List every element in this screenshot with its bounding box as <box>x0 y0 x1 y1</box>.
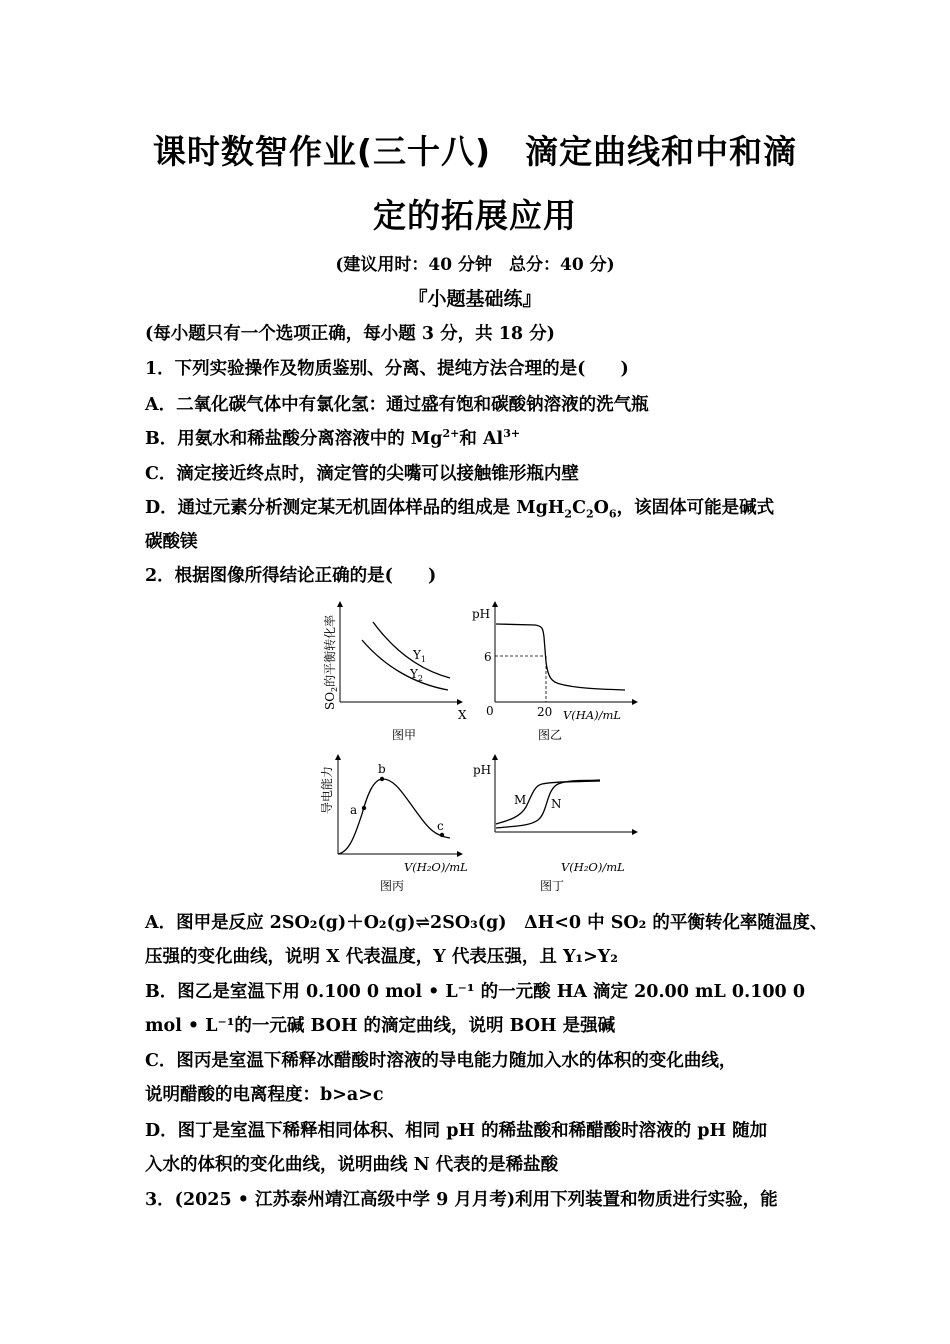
q3-stem: 3．(2025 • 江苏泰州靖江高级中学 9 月月考)利用下列装置和物质进行实验，能 <box>145 1190 778 1210</box>
q1-d-sub2: 2 <box>586 507 594 521</box>
q2-option-b-line2: mol • L⁻¹的一元碱 BOH 的滴定曲线，说明 BOH 是强碱 <box>145 1016 616 1036</box>
tick-20: 20 <box>537 705 553 719</box>
ylabel-ph-ding: pH <box>473 763 492 777</box>
page-title-line1: 课时数智作业(三十八) 滴定曲线和中和滴 <box>152 132 798 171</box>
tick-0: 0 <box>486 704 494 718</box>
instruction: (每小题只有一个选项正确，每小题 3 分，共 18 分) <box>145 324 555 344</box>
ylabel-so2: $SO_2$的平衡转化率 <box>323 614 339 710</box>
tick-6: 6 <box>484 650 492 664</box>
ylabel-conductivity: 导电能力 <box>320 765 334 814</box>
q2-stem: 2．根据图像所得结论正确的是( ) <box>145 566 437 586</box>
q2-figures <box>310 592 650 897</box>
figure-ding <box>473 757 635 893</box>
caption-jia: 图甲 <box>392 728 417 742</box>
label-n: N <box>551 797 562 811</box>
label-y2: $Y_2$ <box>410 667 424 683</box>
q1-option-b <box>145 425 520 450</box>
q2-option-a-line1: A．图甲是反应 2SO₂(g)＋O₂(g)⇌2SO₃(g) ΔH<0 中 SO₂ 的平衡转化率随温度、 <box>145 913 828 933</box>
xlabel-vh2o-bing: V(H₂O)/mL <box>404 860 468 874</box>
page-title-line2: 定的拓展应用 <box>373 196 577 235</box>
q1-b-text2: 和 Al <box>459 429 504 449</box>
xlabel-x: X <box>458 708 467 722</box>
xlabel-vh2o-ding: V(H₂O)/mL <box>561 860 625 874</box>
titration-curve <box>496 624 625 690</box>
q1-d-text: D．通过元素分析测定某无机固体样品的组成是 MgH <box>145 498 565 518</box>
caption-yi: 图乙 <box>538 728 563 742</box>
curve-n <box>496 780 600 828</box>
q2-option-b-line1: B．图乙是室温下用 0.100 0 mol • L⁻¹ 的一元酸 HA 滴定 20.00 mL 0.100 0 <box>145 982 805 1002</box>
caption-ding: 图丁 <box>540 879 565 893</box>
q1-d-sub1: 2 <box>564 507 573 521</box>
q1-d-text2: ，该固体可能是碱式 <box>616 498 775 518</box>
time-and-score: (建议用时：40 分钟 总分：40 分) <box>335 255 615 275</box>
q2-option-d-line2: 入水的体积的变化曲线，说明曲线 N 代表的是稀盐酸 <box>145 1155 559 1175</box>
figure-jia <box>322 604 467 742</box>
q1-d-o: O <box>593 498 609 518</box>
q1-d-sub3: 6 <box>608 507 617 521</box>
q1-d-c: C <box>572 498 587 518</box>
q1-stem: 1．下列实验操作及物质鉴别、分离、提纯方法合理的是( ) <box>145 359 629 379</box>
caption-bing: 图丙 <box>380 879 405 893</box>
q2-option-a-line2: 压强的变化曲线，说明 X 代表温度，Y 代表压强，且 Y₁>Y₂ <box>145 947 618 967</box>
point-b: b <box>378 762 386 776</box>
xlabel-vha: V(HA)/mL <box>563 708 622 722</box>
q2-option-d-line1: D．图丁是室温下稀释相同体积、相同 pH 的稀盐酸和稀醋酸时溶液的 pH 随加 <box>145 1121 768 1141</box>
curve-m <box>496 781 600 824</box>
q2-option-c-line2: 说明醋酸的电离程度：b>a>c <box>145 1085 384 1105</box>
q1-b-charge2: 3+ <box>503 427 521 441</box>
q1-option-d <box>145 494 774 521</box>
q1-option-d-line2: 碳酸镁 <box>145 532 198 552</box>
q1-option-c: C．滴定接近终点时，滴定管的尖嘴可以接触锥形瓶内壁 <box>145 464 579 484</box>
label-y1: $Y_1$ <box>413 648 427 664</box>
figure-yi <box>472 604 635 742</box>
q1-b-text: B．用氨水和稀盐酸分离溶液中的 Mg <box>145 429 443 449</box>
q1-option-a: A．二氧化碳气体中有氯化氢：通过盛有饱和碳酸钠溶液的洗气瓶 <box>145 395 649 415</box>
q2-option-c-line1: C．图丙是室温下稀释冰醋酸时溶液的导电能力随加入水的体积的变化曲线， <box>145 1051 737 1071</box>
section-heading: 『小题基础练』 <box>408 288 542 310</box>
ylabel-ph: pH <box>472 607 491 621</box>
q1-b-charge1: 2+ <box>442 427 460 441</box>
point-c: c <box>437 819 444 833</box>
label-m: M <box>514 793 527 807</box>
curve-y2 <box>362 640 448 690</box>
point-a: a <box>350 803 358 817</box>
figure-bing <box>319 757 468 893</box>
